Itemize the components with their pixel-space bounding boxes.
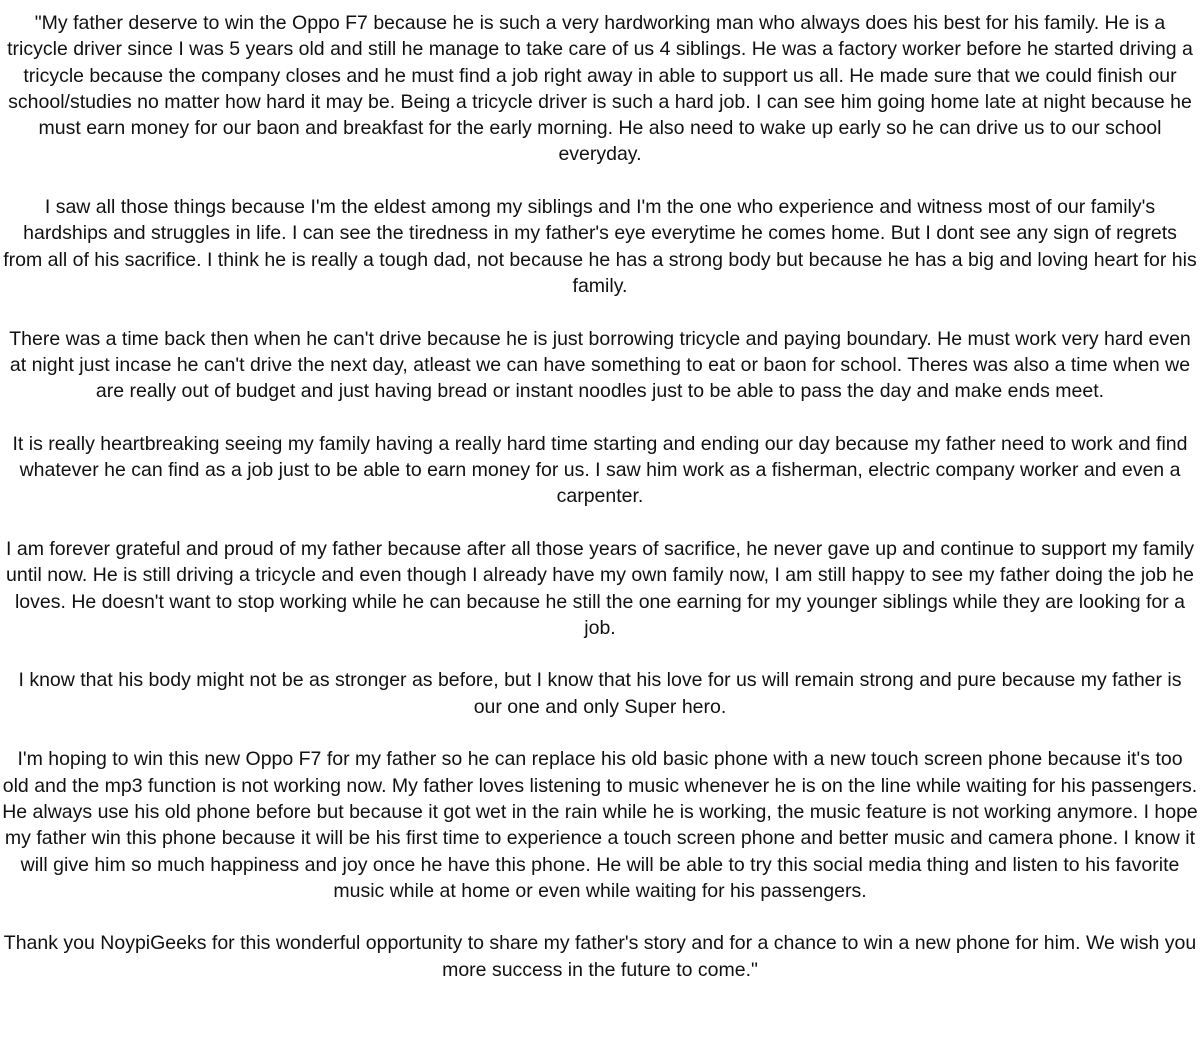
paragraph-4: It is really heartbreaking seeing my family having a really hard time starting and ending our day because my father need to work and find whatever he can find as a job just to be able to earn money for us. I saw him work as a fisherman, electric company worker and even a carpenter. <box>12 432 1188 508</box>
paragraph-6: I know that his body might not be as stronger as before, but I know that his love for us will remain strong and pure because my father is our one and only Super hero. <box>18 669 1182 718</box>
paragraph-5: I am forever grateful and proud of my father because after all those years of sacrifice, he never gave up and continue to support my family until now. He is still driving a tricycle and even though I already have my own family now, I am still happy to see my father doing the job he loves. He doesn't want to stop working while he can because he still the one earning for my younger siblings while they are looking for a job. <box>6 537 1194 639</box>
paragraph-3: There was a time back then when he can't drive because he is just borrowing tricycle and paying boundary. He must work very hard even at night just incase he can't drive the next day, atleast we can have something to eat or baon for school. Theres was also a time when we are really out of budget and just having bread or instant noodles just to be able to pass the day and make ends meet. <box>9 327 1191 403</box>
paragraph-1: "My father deserve to win the Oppo F7 because he is such a very hardworking man who always does his best for his family. He is a tricycle driver since I was 5 years old and still he manage to take care of us 4 siblings. He was a factory worker before he started driving a tricycle because the company closes and he must find a job right away in able to support us all. He made sure that we could finish our school/studies no matter how hard it may be. Being a tricycle driver is such a hard job. I can see him going home late at night because he must earn money for our baon and breakfast for the early morning. He also need to wake up early so he can drive us to our school everyday. <box>7 12 1193 166</box>
paragraph-2: I saw all those things because I'm the eldest among my siblings and I'm the one who experience and witness most of our family's hardships and struggles in life. I can see the tiredness in my father's eye everytime he comes home. But I dont see any sign of regrets from all of his sacrifice. I think he is really a tough dad, not because he has a strong body but because he has a big and loving heart for his family. <box>3 196 1197 297</box>
paragraph-7: I'm hoping to win this new Oppo F7 for my father so he can replace his old basic phone with a new touch screen phone because it's too old and the mp3 function is not working now. My father loves listening to music whenever he is on the line while waiting for his passengers. He always use his old phone before but because it got wet in the rain while he is working, the music feature is not working anymore. I hope my father win this phone because it will be his first time to experience a touch screen phone and better music and camera phone. I know it will give him so much happiness and joy once he have this phone. He will be able to try this social media thing and listen to his favorite music while at home or even while waiting for his passengers. <box>2 748 1198 902</box>
paragraph-8: Thank you NoypiGeeks for this wonderful opportunity to share my father's story and for a chance to win a new phone for him. We wish you more success in the future to come." <box>3 932 1197 981</box>
